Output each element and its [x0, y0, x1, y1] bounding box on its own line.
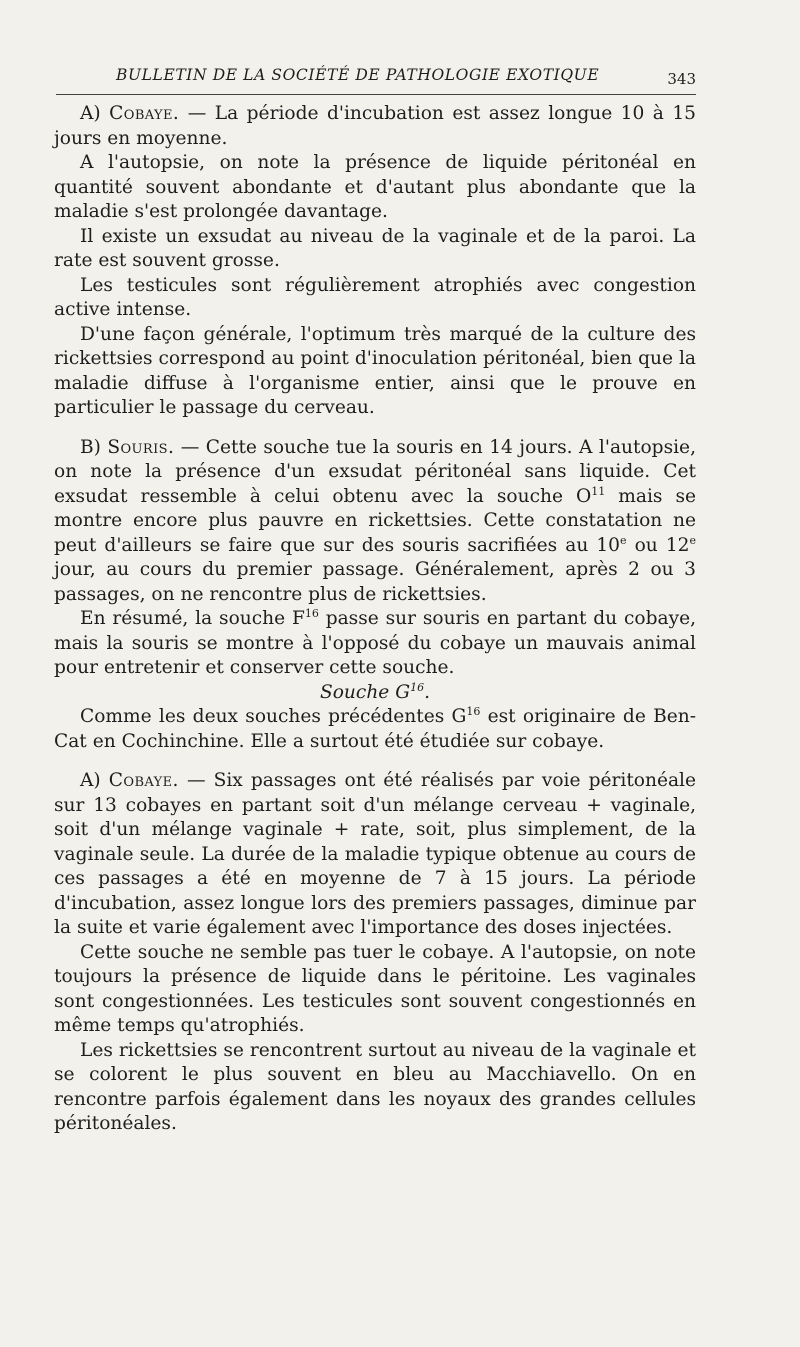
paragraph-cobaye-passages: A) Cobaye. — Six passages ont été réalisés par voie péritonéale sur 13 cobayes en partant soit d'un mélange cerveau + vaginale, soit d'un mélange vaginale + rate, soit, plus simplement, de la vaginale seule. La durée de la maladie typique obtenue au cours de ces passages a été en moyenne de 7 à 15 jours. La période d'incubation, assez longue lors des premiers passages, diminue par la suite et varie également avec l'importance des doses injectées. [54, 770, 696, 938]
running-title: BULLETIN DE LA SOCIÉTÉ DE PATHOLOGIE EXOTIQUE [116, 66, 600, 84]
page-number: 343 [667, 70, 696, 88]
paragraph-testicules: Les testicules sont régulièrement atrophiés avec congestion active intense. [54, 274, 696, 320]
page-header [56, 64, 696, 95]
paragraph-exsudat: Il existe un exsudat au niveau de la vaginale et de la paroi. La rate est souvent grosse. [54, 225, 696, 271]
paragraph-souche-cobaye: Cette souche ne semble pas tuer le cobaye. A l'autopsie, on note toujours la présence de liquide dans le péritoine. Les vaginales sont congestionnées. Les testicules sont souvent congestionnés en même temps qu'atrophiés. [54, 941, 696, 1036]
paragraph-optimum: D'une façon générale, l'optimum très marqué de la culture des rickettsies correspond au point d'inoculation péritonéal, bien que la maladie diffuse à l'organisme entier, ainsi que le prouve en particulier le passage du cerveau. [54, 323, 696, 418]
paragraph-souris: B) Souris. — Cette souche tue la souris en 14 jours. A l'autopsie, on note la présence d'un exsudat péritonéal sans liquide. Cet exsudat ressemble à celui obtenu avec la souche $O^{11}$ mais se montre encore plus pauvre en rickettsies. Cette constatation ne peut d'ailleurs se faire que sur des souris sacrifiées au 10e ou 12e jour, au cours du premier passage. Généralement, après 2 ou 3 passages, on ne rencontre plus de rickettsies. [54, 436, 696, 605]
body-text [54, 102, 696, 1137]
paragraph-rickettsies: Les rickettsies se rencontrent surtout au niveau de la vaginale et se colorent le plus souvent en bleu au Macchiavello. On en rencontre parfois également dans les noyaux des grandes cellules péritonéales. [54, 1039, 696, 1134]
paragraph-resume: En résumé, la souche $F^{16}$ passe sur souris en partant du cobaye, mais la souris se montre à l'opposé du cobaye un mauvais animal pour entretenir et conserver cette souche. [54, 606, 696, 678]
paragraph-cobaye-incubation: A) Cobaye. — La période d'incubation est assez longue 10 à 15 jours en moyenne. [54, 103, 697, 149]
paragraph-origine: Comme les deux souches précédentes $G^{16}$ est originaire de Ben-Cat en Cochinchine. Elle a surtout été étudiée sur cobaye. [54, 704, 696, 752]
section-heading-souche-g16: Souche $G^{16}$. [320, 680, 430, 703]
paragraph-autopsie: A l'autopsie, on note la présence de liquide péritonéal en quantité souvent abondante et d'autant plus abondante que la maladie s'est prolongée davantage. [54, 152, 696, 222]
